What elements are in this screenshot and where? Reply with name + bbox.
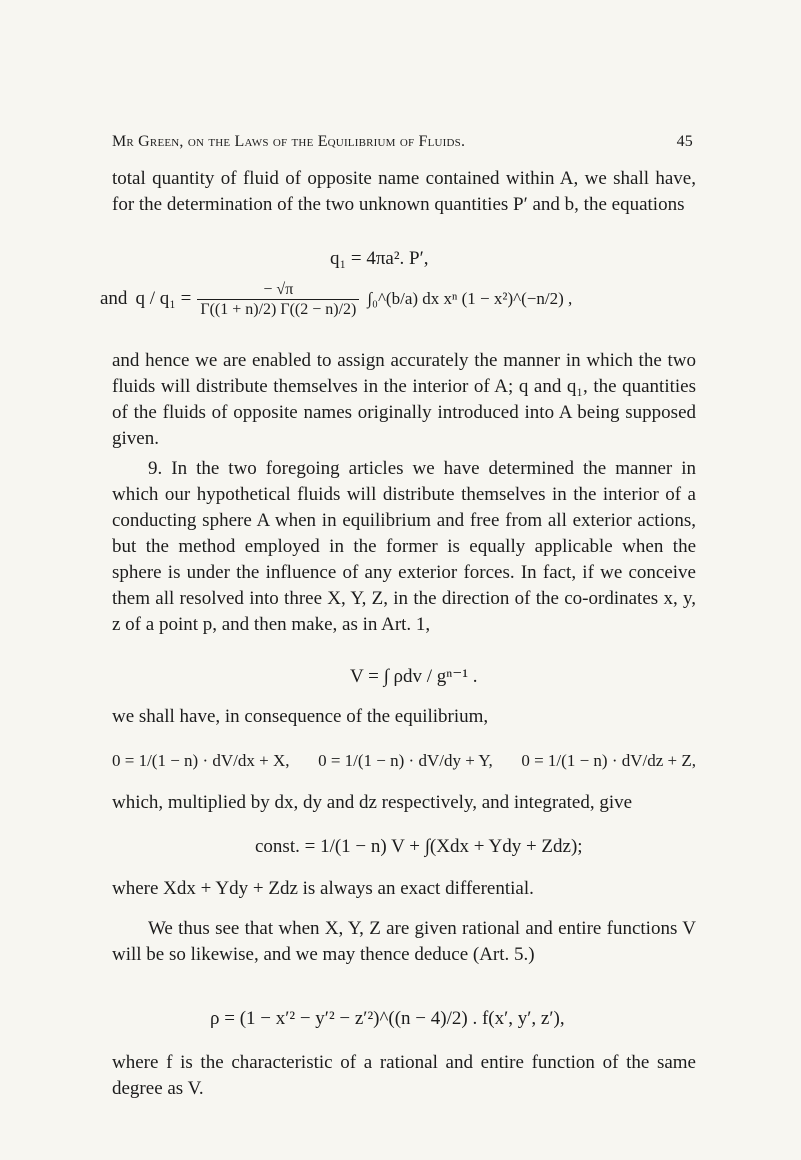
coefficient-numerator: − √π — [197, 280, 359, 300]
paragraph-4-text: we shall have, in consequence of the equilibrium, — [112, 706, 489, 727]
equation-4-y: 0 = 1/(1 − n) · dV/dy + Y, — [318, 751, 493, 770]
paragraph-4 — [112, 704, 696, 730]
paragraph-2 — [112, 348, 696, 452]
equation-2-coefficient — [197, 280, 359, 319]
coefficient-denominator: Γ((1 + n)/2) Γ((2 − n)/2) — [200, 300, 357, 318]
paragraph-1-text: total quantity of fluid of opposite name contained within A, we shall have, for the determination of the two unknown quantities P′ and b, the equations — [112, 168, 696, 215]
paragraph-6 — [112, 876, 696, 902]
equation-4-z: 0 = 1/(1 − n) · dV/dz + Z, — [521, 751, 696, 770]
paragraph-1 — [112, 166, 696, 218]
paragraph-6-text: where Xdx + Ydy + Zdz is always an exact differential. — [112, 878, 534, 899]
paragraph-3 — [112, 456, 696, 638]
paragraph-3-text: 9. In the two foregoing articles we have determined the manner in which our hypothetical fluids will distribute themselves in the interior of a conducting sphere A when in equilibrium and free from all exterior actions, but the method employed in the former is equally applicable when the sphere is under the influence of any exterior forces. In fact, if we conceive them all resolved into three X, Y, Z, in the direction of the co-ordinates x, y, z of a point p, and then make, as in Art. 1, — [112, 458, 696, 635]
equation-2-and: and — [100, 288, 128, 309]
paragraph-7-text: We thus see that when X, Y, Z are given rational and entire functions V will be so likewise, and we may thence deduce (Art. 5.) — [112, 918, 696, 965]
paragraph-7 — [112, 916, 696, 968]
equation-5: const. = 1/(1 − n) V + ∫(Xdx + Ydy + Zdz); — [255, 836, 583, 857]
equation-6: ρ = (1 − x′² − y′² − z′²)^((n − 4)/2) . f(x′, y′, z′), — [210, 1008, 565, 1029]
equation-4-x: 0 = 1/(1 − n) · dV/dx + X, — [112, 751, 290, 770]
paragraph-5-text: which, multiplied by dx, dy and dz respectively, and integrated, give — [112, 792, 633, 813]
header-title: Mr Green, on the Laws of the Equilibrium of Fluids. — [112, 133, 466, 150]
equation-3: V = ∫ ρdv / gⁿ⁻¹ . — [350, 666, 478, 687]
equation-2-integral: ∫₀^(b/a) dx xⁿ (1 − x²)^(−n/2) , — [367, 289, 573, 308]
paragraph-8-text: where f is the characteristic of a rational and entire function of the same degree as V. — [112, 1052, 696, 1099]
paragraph-2-text: and hence we are enabled to assign accurately the manner in which the two fluids will distribute themselves in the interior of A; q and q₁, the quantities of the fluids of opposite names originally introduced into A being supposed given. — [112, 350, 696, 449]
equation-2-lhs: q / q₁ = — [135, 288, 192, 309]
paragraph-8 — [112, 1050, 696, 1102]
paragraph-5 — [112, 790, 696, 816]
equation-1: q₁ = 4πa². P′, — [330, 248, 429, 269]
equation-2 — [100, 268, 684, 330]
equation-4 — [112, 748, 696, 774]
page-number: 45 — [676, 133, 693, 150]
running-header — [112, 133, 693, 151]
